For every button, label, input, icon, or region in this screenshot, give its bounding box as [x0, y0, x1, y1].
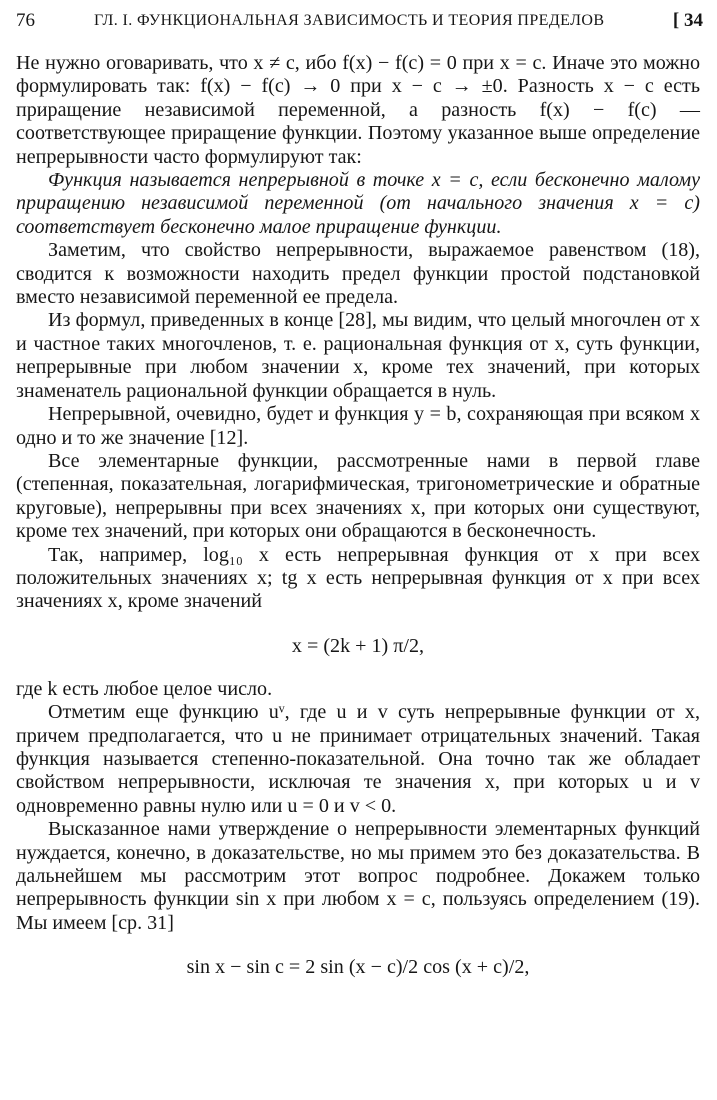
paragraph-1: Не нужно оговаривать, что x ≠ c, ибо f(x) − f(c) = 0 при x = c. Иначе это можно формулировать так: f(x) − f(c) → 0 при x − c → ±0. Разность x − c есть приращение независимой переменной, а разность f(x) − f(c) — соответствующее приращение функции. Поэтому указанное выше определение непрерывности часто формулируют так:: [16, 52, 700, 168]
paragraph-7: Так, например, log₁₀ x есть непрерывная функция от x при всех положительных значениях x; tg x есть непрерывная функция от x при всех значениях x, кроме значений: [16, 543, 700, 613]
continuity-definition: Функция называется непрерывной в точке x = c, если бесконечно малому приращению независимой переменной (от начального значения x = c) соответствует бесконечно малое приращение функции.: [16, 169, 700, 238]
formula-tangent-discontinuity: x = (2k + 1) π/2,: [291, 634, 425, 657]
running-header: [16, 6, 703, 36]
paragraph-4: Из формул, приведенных в конце [28], мы видим, что целый многочлен от x и частное таких многочленов, т. е. рациональная функция от x, суть функции, непрерывные при любом значении x, кроме тех значений, при которых знаменатель рациональной функции обращается в нуль.: [16, 309, 700, 402]
body-text: [16, 52, 700, 999]
section-number: [ 34: [672, 10, 703, 31]
paragraph-3: Заметим, что свойство непрерывности, выражаемое равенством (18), сводится к возможности находить предел функции простой подстановкой вместо независимой переменной ее предела.: [16, 239, 700, 309]
paragraph-9: Отметим еще функцию uᵛ, где u и v суть непрерывные функции от x, причем предполагается, что u не принимает отрицательных значений. Такая функция называется степенно-показательной. Она точно так же обладает свойством непрерывности, исключая те значения x, при которых u и v одновременно равны нулю или u = 0 и v < 0.: [16, 701, 700, 817]
running-title: ГЛ. I. ФУНКЦИОНАЛЬНАЯ ЗАВИСИМОСТЬ И ТЕОРИЯ ПРЕДЕЛОВ: [94, 12, 605, 29]
paragraph-5: Непрерывной, очевидно, будет и функция y = b, сохраняющая при всяком x одно и то же значение [12].: [16, 403, 700, 449]
paragraph-10: Высказанное нами утверждение о непрерывности элементарных функций нуждается, конечно, в доказательстве, но мы примем это без доказательства. В дальнейшем мы рассмотрим этот вопрос подробнее. Докажем только непрерывность функции sin x при любом x = c, пользуясь определением (19). Мы имеем [ср. 31]: [16, 818, 700, 934]
formula-sine-difference: sin x − sin c = 2 sin (x − c)/2 cos (x + c)/2,: [186, 956, 530, 979]
paragraph-8: где k есть любое целое число.: [16, 677, 273, 700]
paragraph-6: Все элементарные функции, рассмотренные нами в первой главе (степенная, показательная, логарифмическая, тригонометрические и обратные круговые), непрерывны при всех значениях x, при которых они существуют, кроме тех значений, при которых они обращаются в бесконечность.: [16, 449, 700, 543]
page-number: 76: [16, 10, 35, 31]
